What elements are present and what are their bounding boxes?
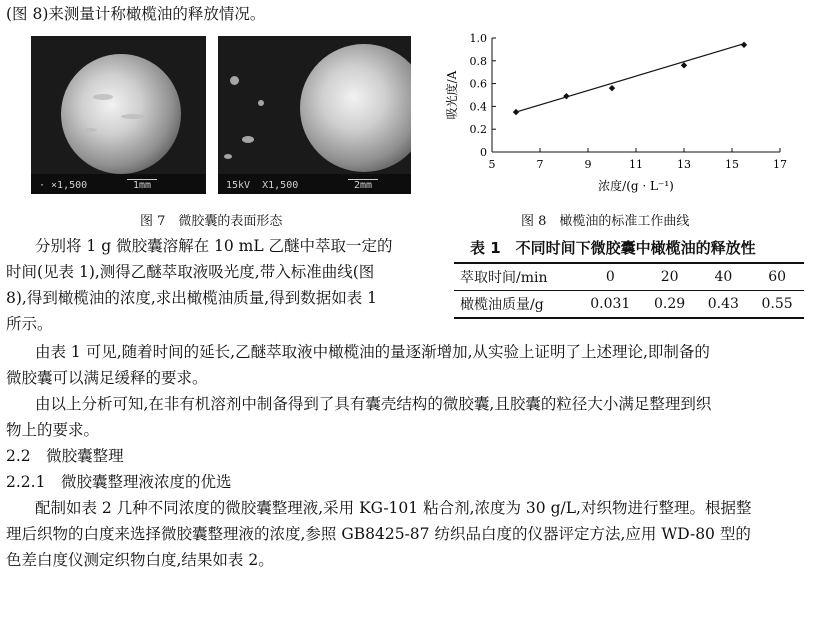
figure7-caption: 图 7 微胶囊的表面形态 bbox=[140, 214, 283, 229]
para1-line3: 8),得到橄榄油的浓度,求出橄榄油质量,得到数据如表 1 bbox=[6, 289, 377, 307]
data-point bbox=[741, 42, 747, 48]
sem-left-info: · ×1,500 bbox=[39, 180, 88, 191]
x-tick-label: 17 bbox=[773, 158, 787, 171]
table-row bbox=[454, 263, 804, 291]
table1 bbox=[454, 262, 804, 319]
x-tick-label: 11 bbox=[629, 158, 643, 171]
table1-cell: 0.55 bbox=[750, 291, 804, 319]
figure8-caption: 图 8 橄榄油的标准工作曲线 bbox=[521, 214, 690, 229]
sem-right-scale: 2mm bbox=[348, 179, 378, 191]
x-tick-label: 9 bbox=[584, 158, 592, 171]
x-tick-label: 13 bbox=[677, 158, 691, 171]
table1-cell: 0 bbox=[578, 263, 643, 291]
fit-line bbox=[516, 44, 744, 112]
section-heading-2-2-1: 2.2.1 微胶囊整理液浓度的优选 bbox=[6, 473, 232, 491]
sem-right-info: 15kV X1,500 bbox=[226, 180, 299, 191]
top-text-line: (图 8)来测量计称橄榄油的释放情况。 bbox=[6, 5, 266, 23]
table1-cell: 0.43 bbox=[696, 291, 750, 319]
para2-line2: 微胶囊可以满足缓释的要求。 bbox=[6, 369, 208, 387]
y-tick-label: 0.2 bbox=[469, 123, 487, 137]
sem-micrograph-right bbox=[218, 36, 411, 194]
table-row bbox=[454, 291, 804, 319]
table1-cell: 40 bbox=[696, 263, 750, 291]
table1-cell: 20 bbox=[643, 263, 697, 291]
y-tick-label: 0.4 bbox=[469, 100, 487, 114]
x-tick-label: 15 bbox=[725, 158, 739, 171]
x-tick-label: 7 bbox=[536, 158, 544, 171]
para3-line2: 物上的要求。 bbox=[6, 421, 100, 439]
table1-row1-label: 萃取时间/min bbox=[454, 263, 578, 291]
y-tick-label: 0.8 bbox=[469, 54, 487, 68]
table1-cell: 0.29 bbox=[643, 291, 697, 319]
table1-row2-label: 橄榄油质量/g bbox=[454, 291, 578, 319]
sem-micrograph-left bbox=[31, 36, 206, 194]
x-axis-label: 浓度/(g · L⁻¹) bbox=[598, 179, 674, 193]
y-tick-label: 1.0 bbox=[469, 32, 487, 45]
para4-line1: 配制如表 2 几种不同浓度的微胶囊整理液,采用 KG-101 粘合剂,浓度为 30 g/L,对织物进行整理。根据整 bbox=[35, 499, 752, 517]
y-tick-label: 0 bbox=[480, 146, 487, 159]
data-point bbox=[513, 109, 519, 115]
data-point bbox=[681, 62, 687, 68]
para1-line4: 所示。 bbox=[6, 315, 53, 333]
para4-line2: 理后织物的白度来选择微胶囊整理液的浓度,参照 GB8425-87 纺织品白度的仪器评定方法,应用 WD-80 型的 bbox=[6, 525, 751, 543]
section-heading-2-2: 2.2 微胶囊整理 bbox=[6, 447, 124, 465]
para1-line2: 时间(见表 1),测得乙醚萃取液吸光度,带入标准曲线(图 bbox=[6, 263, 375, 281]
table1-cell: 0.031 bbox=[578, 291, 643, 319]
para3-line1: 由以上分析可知,在非有机溶剂中制备得到了具有囊壳结构的微胶囊,且胶囊的粒径大小满足整理到织 bbox=[35, 395, 712, 413]
para2-line1: 由表 1 可见,随着时间的延长,乙醚萃取液中橄榄油的量逐渐增加,从实验上证明了上述理论,即制备的 bbox=[35, 343, 710, 361]
para1-line1: 分别将 1 g 微胶囊溶解在 10 mL 乙醚中萃取一定的 bbox=[35, 237, 393, 255]
data-point bbox=[563, 93, 569, 99]
y-tick-label: 0.6 bbox=[469, 77, 487, 91]
table1-cell: 60 bbox=[750, 263, 804, 291]
table1-title: 表 1 不同时间下微胶囊中橄榄油的释放性 bbox=[470, 239, 756, 257]
standard-curve-chart bbox=[440, 28, 810, 204]
y-axis-label: 吸光度/A bbox=[445, 70, 459, 120]
data-point bbox=[609, 85, 615, 91]
sem-left-scale: 1mm bbox=[127, 179, 157, 191]
para4-line3: 色差白度仪测定织物白度,结果如表 2。 bbox=[6, 551, 274, 569]
x-tick-label: 5 bbox=[488, 158, 496, 171]
